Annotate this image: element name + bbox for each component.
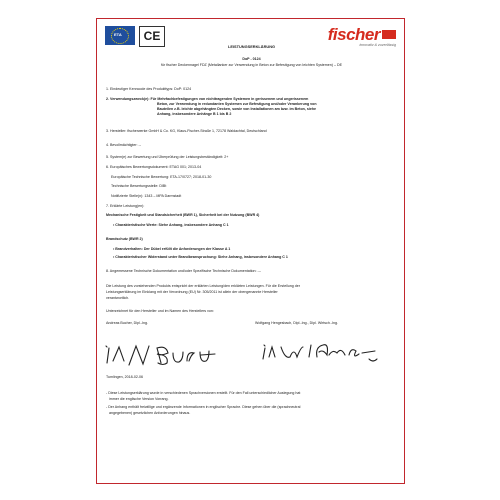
document-title: LEISTUNGSERKLÄRUNG bbox=[227, 44, 276, 49]
section-7-bwr1-values: • Charakteristische Werte: Siehe Anhang, insbesondere Anhang C 1 bbox=[113, 223, 229, 227]
closing-line-2: Leistungserklärung im Einklang mit der Verordnung (EU) Nr. 305/2011 ist allein der obengenannte Hersteller bbox=[106, 290, 278, 294]
section-6: 6. Europäisches Bewertungsdokument: ETAG 001; 2013-04 bbox=[106, 165, 202, 169]
signer-1-name: Andreas Bucher, Dipl.-Ing. bbox=[106, 321, 148, 325]
section-7-bwr2-reaction: • Brandverhalten: Der Dübel erfüllt die Anforderungen der Klasse A 1 bbox=[113, 247, 231, 251]
bwr2-reaction-text: Brandverhalten: Der Dübel erfüllt die Anforderungen der Klasse A 1 bbox=[115, 247, 231, 251]
eu-label: ETA bbox=[114, 32, 122, 37]
ce-mark: CE bbox=[139, 26, 165, 47]
section-6-notified-body: Notifizierte Stelle(n): 1343 – MPA Darmstadt bbox=[111, 194, 182, 198]
place-and-date: Tumlingen, 2018-02-06 bbox=[106, 375, 144, 379]
section-7-bwr2: Brandschutz (BWR 2) bbox=[106, 237, 143, 241]
declaration-sheet bbox=[96, 18, 405, 484]
section-2-line-4: Anhang, insbesondere Anhänge B 1 bis B 2 bbox=[157, 112, 232, 116]
section-2-line-1: 2. Verwendungszweck(e): Für Mehrfachbefestigungen von nichttragenden Systemen in gerissenem und ungerissenem bbox=[106, 97, 309, 101]
section-5: 5. System(e) zur Bewertung und Überprüfung der Leistungsbeständigkeit: 2+ bbox=[106, 155, 229, 159]
logo-tagline: innovativ & zuverlässig bbox=[359, 43, 396, 47]
note-2-line-1: - Der Anhang enthält freiwillige und ergänzende Informationen in englischer Sprache. Diese gehen über die (sprachneutral bbox=[106, 405, 301, 409]
bwr1-values-text: Charakteristische Werte: Siehe Anhang, insbesondere Anhang C 1 bbox=[115, 223, 229, 227]
signer-2-name: Wolfgang Hengesbach, Dipl.-Ing., Dipl. Wirtsch.-Ing. bbox=[255, 321, 339, 325]
signed-on-behalf: Unterzeichnet für den Hersteller und im Namen des Herstellers von: bbox=[106, 309, 214, 313]
document-subtitle: für fischer Deckennagel FDZ (Metallanker zur Verwendung in Beton zur Befestigung von leichten Systemen) – DE bbox=[161, 63, 342, 67]
note-1-line-2: immer die englische Version Vorrang. bbox=[109, 397, 169, 401]
closing-line-3: verantwortlich. bbox=[106, 296, 130, 300]
section-2-line-3: Bauteilen z.B. leichte abgehängten Decken, sowie von Installationen am bzw. im Beton, siehe bbox=[157, 107, 317, 111]
section-7-bwr1: Mechanische Festigkeit und Standsicherheit (BWR 1), Sicherheit bei der Nutzung (BWR 4) bbox=[106, 213, 260, 217]
section-7-bwr2-resistance: • Charakteristischer Widerstand unter Brandbeanspruchung: Siehe Anhang, insbesondere Anhang C 1 bbox=[113, 255, 288, 259]
section-6-eta: Europäische Technische Bewertung: ETA-17/0727; 2018-01-30 bbox=[111, 175, 212, 179]
section-4: 4. Bevollmächtigter: -- bbox=[106, 143, 141, 147]
logo-badge-icon bbox=[382, 30, 396, 39]
eu-flag-logo bbox=[105, 26, 135, 45]
signature-2 bbox=[259, 337, 384, 369]
section-3: 3. Hersteller: fischerwerke GmbH & Co. KG, Klaus-Fischer-Straße 1, 72178 Waldachtal, Deutschland bbox=[106, 129, 267, 133]
bwr2-resistance-text: Charakteristischer Widerstand unter Brandbeanspruchung: Siehe Anhang, insbesondere Anhang C 1 bbox=[115, 255, 288, 259]
section-6-tab: Technische Bewertungsstelle: DIBt bbox=[111, 184, 167, 188]
note-1-line-1: - Diese Leistungserklärung wurde in verschiedenen Sprachversionen erstellt. Für den Fall unterschiedlicher Auslegung hat bbox=[106, 391, 301, 395]
signature-1 bbox=[103, 339, 223, 371]
logo-wordmark: fischer bbox=[327, 25, 380, 44]
section-1: 1. Eindeutiger Kenncode des Produkttyps: DoP: 0124 bbox=[106, 87, 192, 91]
section-8: 8. Angemessene Technische Dokumentation und/oder Spezifische Technische Dokumentation: --- bbox=[106, 269, 262, 273]
dop-number: DoP - 0124 bbox=[242, 57, 261, 61]
fischer-logo bbox=[328, 25, 396, 47]
closing-line-1: Die Leistung des vorstehenden Produkts entspricht der erklärten Leistung/den erklärten Leistungen. Für die Erstellung der bbox=[106, 284, 300, 288]
section-7: 7. Erklärte Leistung(en): bbox=[106, 204, 145, 208]
note-2-line-2: angegebenen) gesetzlichen Anforderungen hinaus. bbox=[109, 411, 191, 415]
section-2-line-2: Beton, zur Verwendung in redundanten Systemen zur Befestigung und/oder Verankerung von bbox=[157, 102, 317, 106]
